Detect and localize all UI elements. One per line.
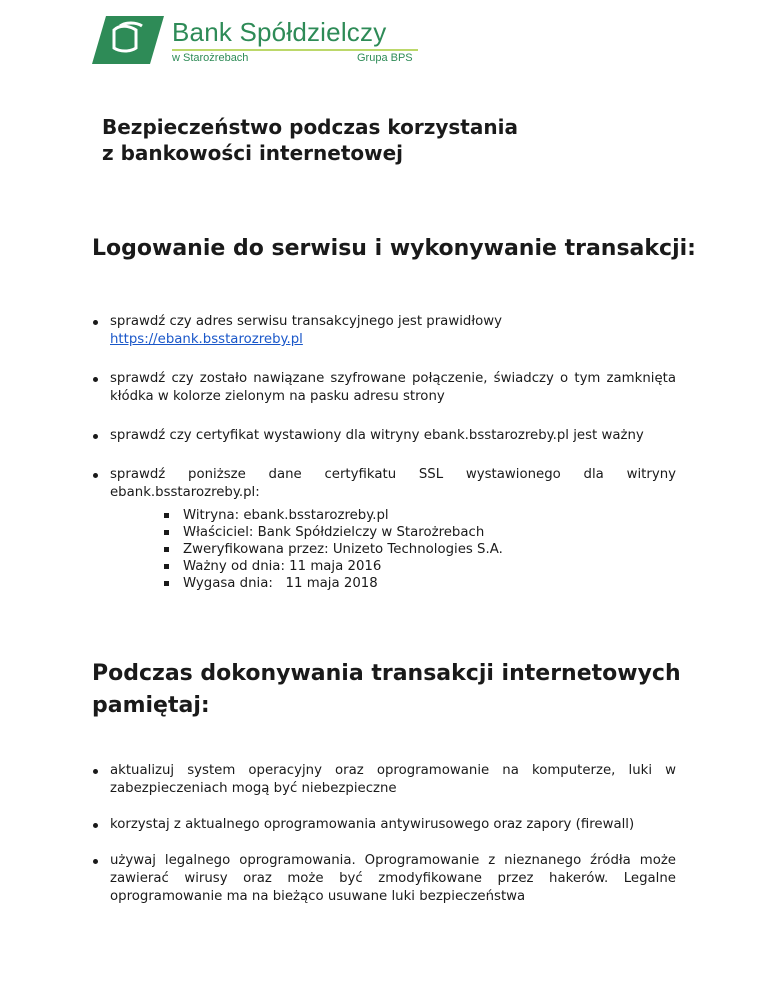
bank-name: Bank Spółdzielczy [172,17,387,47]
bank-logo [92,16,422,68]
list-item [92,313,676,349]
document-title [102,114,518,166]
certificate-details [164,507,503,592]
bank-group: Grupa BPS [357,52,413,64]
list-item: korzystaj z aktualnego oprogramowania antywirusowego oraz zapory (firewall) [92,816,676,834]
transaction-tips [92,762,676,924]
list-item: sprawdź czy zostało nawiązane szyfrowane połączenie, świadczy o tym zamknięta kłódka w kolorze zielonym na pasku adresu strony [92,370,676,406]
bank-logo-icon [92,16,164,64]
list-item: aktualizuj system operacyjny oraz oprogramowanie na komputerze, luki w zabezpieczeniach mogą być niebezpieczne [92,762,676,798]
document-title-line-1: Bezpieczeństwo podczas korzystania [102,115,518,139]
login-checklist [92,313,676,523]
certificate-valid-from: Ważny od dnia: 11 maja 2016 [164,558,503,575]
logo-divider [172,49,418,51]
certificate-issuer: Zweryfikowana przez: Unizeto Technologies S.A. [164,541,503,558]
ebank-link[interactable]: https://ebank.bsstarozreby.pl [110,332,303,347]
section-heading-transactions: Podczas dokonywania transakcji internetowych pamiętaj: [92,661,681,718]
document-title-line-2: z bankowości internetowej [102,141,404,165]
bank-location: w Starożrebach [172,52,249,64]
certificate-owner: Właściciel: Bank Spółdzielczy w Starożrebach [164,524,503,541]
list-item: sprawdź poniższe dane certyfikatu SSL wystawionego dla witryny ebank.bsstarozreby.pl: [92,466,676,502]
list-item-text: sprawdź czy adres serwisu transakcyjnego jest prawidłowy [110,314,502,329]
section-heading-login: Logowanie do serwisu i wykonywanie transakcji: [92,236,696,261]
certificate-site: Witryna: ebank.bsstarozreby.pl [164,507,503,524]
list-item: używaj legalnego oprogramowania. Oprogramowanie z nieznanego źródła może zawierać wirusy oraz może być zmodyfikowane przez hakerów. Legalne oprogramowanie ma na bieżąco usuwane luki bezpieczeństwa [92,852,676,906]
certificate-expires: Wygasa dnia: 11 maja 2018 [164,575,503,592]
list-item: sprawdź czy certyfikat wystawiony dla witryny ebank.bsstarozreby.pl jest ważny [92,427,676,445]
